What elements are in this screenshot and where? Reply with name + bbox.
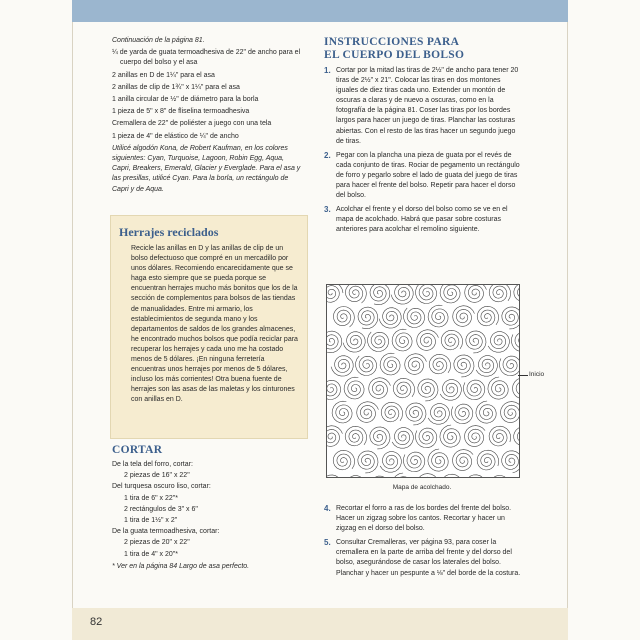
swirl-motif	[369, 378, 391, 399]
sidebar-title: Herrajes reciclados	[119, 225, 219, 239]
top-color-band	[72, 0, 568, 22]
swirl-motif	[428, 404, 449, 425]
swirl-motif	[513, 378, 520, 399]
swirl-motif	[345, 285, 366, 303]
step-1	[324, 66, 524, 147]
swirl-motif	[477, 450, 499, 470]
swirl-motif	[476, 356, 497, 377]
swirl-motif	[327, 475, 342, 477]
swirl-motif	[327, 426, 343, 447]
step-2	[324, 151, 524, 201]
material-item: 2 anillas en D de 1¼" para el asa	[112, 71, 215, 79]
swirl-motif	[489, 426, 511, 446]
material-item: 1 pieza de 4" de elástico de ¼" de ancho	[112, 132, 239, 140]
quilting-map-figure	[326, 284, 520, 478]
instructions-heading-line2: EL CUERPO DEL BOLSO	[324, 49, 465, 61]
swirl-motif	[333, 307, 354, 328]
swirl-motif	[502, 307, 519, 329]
swirl-motif	[392, 428, 413, 449]
swirl-motif	[327, 380, 341, 400]
page-number: 82	[90, 616, 103, 628]
instruction-steps-continued	[324, 504, 524, 583]
swirl-motif	[333, 450, 354, 470]
swirl-motif	[502, 451, 519, 473]
material-item: 1 anilla circular de ½" de diámetro para la borla	[112, 96, 259, 104]
swirl-motif	[453, 450, 474, 471]
material-item: 1 pieza de 5" x 8" de fliselina termoadhesiva	[112, 108, 250, 116]
swirl-motif	[440, 380, 461, 401]
step-text: Consultar Cremalleras, ver página 93, para coser la cremallera en la parte de arriba del frente y del dorso del bolso, asegurándose de casar los laterales del bolso. Planchar y hacer un pespunte a ⅛" del borde de la costura.	[336, 539, 521, 577]
swirl-motif	[358, 451, 378, 473]
swirl-motif	[463, 380, 484, 400]
swirl-motif	[416, 285, 437, 304]
swirl-motif	[379, 308, 401, 328]
step-3	[324, 205, 524, 235]
swirl-motif	[440, 425, 460, 447]
cutting-line: De la tela del forro, cortar:	[112, 461, 193, 468]
swirl-motif	[501, 402, 520, 423]
swirl-motif	[429, 354, 450, 374]
swirl-motif	[489, 285, 510, 302]
swirl-motif	[440, 285, 460, 303]
material-item: ¼ de yarda de guata termoadhesiva de 22" de ancho para el cuerpo del bolso y el asa	[112, 49, 301, 67]
swirl-motif	[454, 355, 474, 377]
swirl-motif	[368, 332, 389, 352]
cutting-footnote: * Ver en la página 84 Largo de asa perfecto.	[112, 562, 250, 570]
step-number: 1.	[324, 66, 331, 75]
swirl-motif	[428, 305, 448, 327]
start-marker-line	[518, 375, 528, 376]
swirl-motif	[367, 476, 388, 477]
swirl-motif	[417, 474, 438, 477]
step-number: 2.	[324, 150, 331, 160]
swirl-motif	[343, 332, 365, 352]
step-number: 5.	[324, 538, 331, 548]
swirl-motif	[370, 285, 390, 305]
continuation-note: Continuación de la página 81.	[112, 37, 205, 44]
swirl-motif	[357, 402, 379, 423]
swirl-motif	[405, 354, 427, 375]
swirl-motif	[344, 377, 364, 399]
left-margin-rule	[72, 22, 73, 608]
swirl-motif	[476, 401, 496, 423]
cutting-line: 1 tira de 4" x 20"*	[124, 550, 179, 558]
swirl-motif	[453, 306, 475, 327]
swirl-motif	[418, 379, 438, 401]
cutting-heading: CORTAR	[112, 444, 163, 456]
swirl-motif	[406, 403, 426, 425]
swirl-motif	[441, 330, 462, 350]
swirl-motif	[391, 285, 413, 304]
swirl-motif	[380, 353, 400, 375]
step-number: 4.	[324, 504, 331, 513]
swirl-motif	[441, 474, 463, 477]
swirl-motif	[490, 475, 510, 477]
material-item: 2 anillas de clip de 1¾" x 1¼" para el asa	[112, 83, 240, 91]
swirl-motif	[345, 426, 366, 446]
swirl-motif	[404, 308, 425, 328]
step-4	[324, 504, 524, 534]
swirl-motif	[466, 331, 486, 353]
swirl-motif	[511, 476, 519, 477]
swirl-motif	[499, 356, 519, 376]
swirl-motif	[370, 427, 390, 449]
cutting-line: 2 rectángulos de 3" x 6"	[124, 505, 198, 513]
swirl-motif	[381, 402, 402, 422]
swirl-motif	[392, 473, 412, 477]
swirl-motif	[331, 356, 353, 376]
materials-list	[112, 36, 304, 197]
swirl-motif	[327, 331, 342, 353]
swirl-motif	[332, 401, 352, 423]
swirl-motif	[488, 377, 508, 399]
sidebar-body: Recicle las anillas en D y las anillas de clip de un bolso defectuoso que compré en un mercadillo por unos dólares. Recomiendo encarecidamente que se haga esto siempre que se pueda porque se encuentran herrajes mucho más bonitos que los de la sección de complementos para bolsos de las tiendas de manualidades. Entre mi armario, los establecimientos de segunda mano y los departamentos de saldos de los grandes almacenes, he encontrado muchos bolsos que podía reciclar para recuperar los herrajes y cada uno me ha costado menos de 5 dólares. ¡En ninguna ferretería encuentras unos herrajes por menos de 5 dólares, incluso los más corrientes! Otra buena fuente de herrajes son las asas de las maletas y los cinturones con anillas en D.	[131, 245, 298, 404]
recycled-hardware-sidebar	[110, 215, 308, 439]
swirl-motif	[511, 332, 519, 352]
step-text: Cortar por la mitad las tiras de 2½" de ancho para tener 20 tiras de 2½" x 21". Colocar las tiras en dos montones iguales de diez tiras cada uno. Extender un montón de oscuras a claras y de nuevo a oscuras, como en la fotografía de la página 81. Coser las tiras por los bordes largos para hacer un juego de tiras. Planchar las costuras abiertas. Con el resto de las tiras hacer un segundo juego de tiras.	[336, 67, 519, 145]
material-item: Cremallera de 22" de poliéster a juego con una tela	[112, 120, 272, 128]
swirl-motif	[477, 306, 498, 326]
footer-band	[72, 608, 568, 640]
swirl-motif	[344, 476, 365, 477]
swirl-motif	[465, 285, 487, 302]
swirl-motif	[358, 307, 378, 329]
swirl-motif	[514, 285, 519, 305]
instructions-heading-line1: INSTRUCCIONES PARA	[324, 36, 460, 48]
instruction-steps	[324, 66, 524, 236]
right-margin-rule	[567, 22, 568, 608]
swirl-motif	[514, 427, 519, 449]
cutting-line: De la guata termoadhesiva, cortar:	[112, 528, 220, 536]
swirl-motif	[417, 330, 439, 351]
swirl-motif	[356, 356, 377, 376]
swirl-motif	[392, 329, 412, 351]
figure-caption: Mapa de acolchado.	[392, 484, 452, 491]
swirl-pattern	[327, 285, 519, 477]
swirl-motif	[403, 452, 424, 472]
cutting-line: Del turquesa oscuro liso, cortar:	[112, 483, 211, 491]
step-5	[324, 538, 524, 578]
step-number: 3.	[324, 205, 331, 215]
cutting-section	[112, 444, 304, 573]
fabric-note: Utilicé algodón Kona, de Robert Kaufman, en los colores siguientes: Cyan, Turquoise, Lagoon, Robin Egg, Aqua, Capri, Breakers, Emerald, Glacier y Everglade. Para el asa y las presillas, utilicé Cyan. Para la borla, un rectángulo de Capri y de Aqua.	[112, 144, 301, 193]
swirl-motif	[380, 452, 401, 473]
step-text: Acolchar el frente y el dorso del bolso como se ve en el mapa de acolchado. Habrá que pasar sobre costuras anteriores para acolchar el remolino siguiente.	[336, 206, 508, 234]
swirl-motif	[415, 428, 436, 448]
swirl-motif	[451, 404, 472, 424]
swirl-motif	[393, 378, 414, 398]
cutting-line: 1 tira de 6" x 22"*	[124, 494, 179, 502]
swirl-motif	[466, 475, 486, 477]
swirl-motif	[327, 285, 343, 302]
instructions-section	[324, 36, 524, 240]
step-text: Pegar con la plancha una pieza de guata por el revés de cada conjunto de tiras. Rociar de pegamento un rectángulo de forro y pegarlo sobre el lado de guata del juego de tiras para hacer el frente del bolso. Repetir para hacer el dorso del bolso.	[336, 151, 520, 200]
swirl-motif	[488, 332, 509, 353]
cutting-lines	[112, 460, 304, 560]
step-text: Recortar el forro a ras de los bordes del frente del bolso. Hacer un zigzag sobre los cantos. Recortar y hacer un zigzag en el dorso del bolso.	[336, 505, 512, 533]
cutting-line: 1 tira de 1½" x 2"	[124, 517, 178, 525]
swirl-motif	[465, 426, 486, 447]
swirl-motif	[428, 449, 448, 471]
cutting-line: 2 piezas de 20" x 22"	[124, 539, 190, 547]
cutting-line: 2 piezas de 16" x 22"	[124, 472, 190, 480]
start-marker-label: Inicio	[529, 371, 545, 378]
